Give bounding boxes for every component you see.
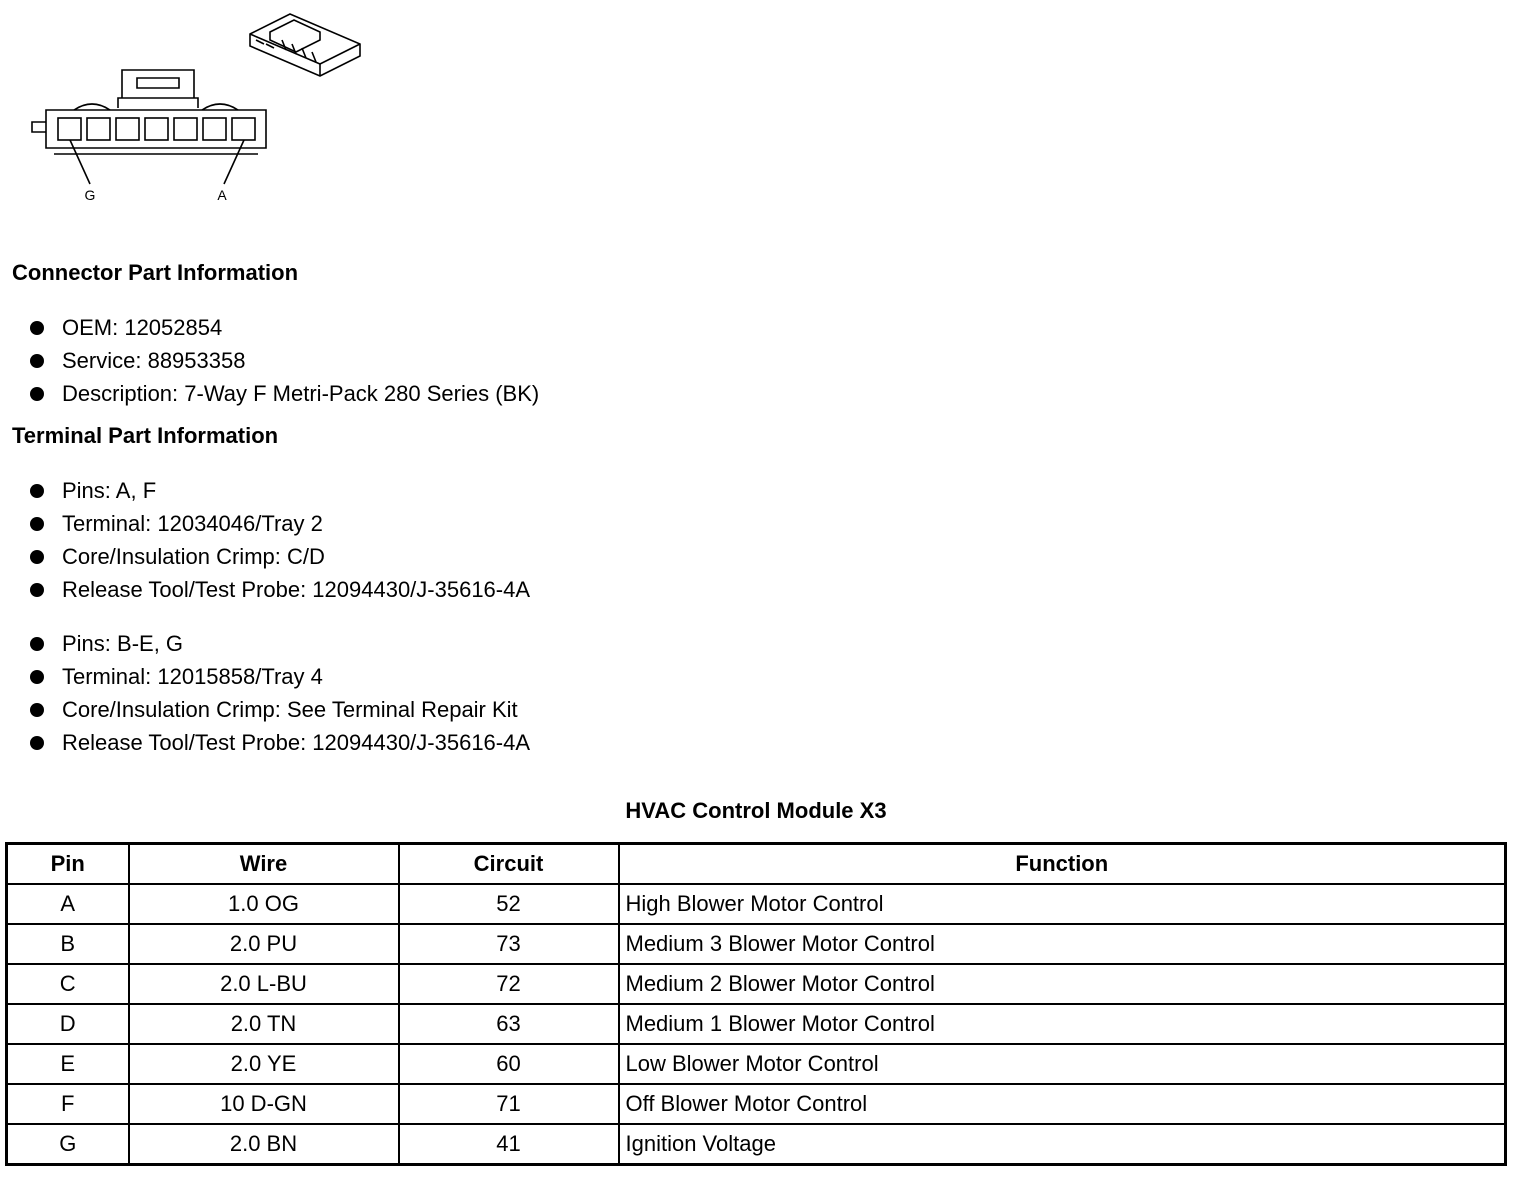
list-item: Service: 88953358 (28, 344, 539, 377)
wire-cell: 2.0 L-BU (129, 964, 399, 1004)
pin-cell: C (7, 964, 129, 1004)
function-cell: Medium 3 Blower Motor Control (619, 924, 1506, 964)
pin-cell: B (7, 924, 129, 964)
circuit-cell: 52 (399, 884, 619, 924)
column-header-function: Function (619, 844, 1506, 885)
column-header-wire: Wire (129, 844, 399, 885)
bullet-icon (30, 517, 44, 531)
table-title: HVAC Control Module X3 (625, 798, 887, 823)
circuit-cell: 72 (399, 964, 619, 1004)
wire-cell: 2.0 YE (129, 1044, 399, 1084)
table-row (7, 884, 1506, 924)
list-item: Terminal: 12034046/Tray 2 (28, 507, 530, 540)
terminal-group-1-list (28, 474, 530, 606)
wire-cell: 10 D-GN (129, 1084, 399, 1124)
circuit-cell: 41 (399, 1124, 619, 1165)
function-cell: Ignition Voltage (619, 1124, 1506, 1165)
list-item: Description: 7-Way F Metri-Pack 280 Series (BK) (28, 377, 539, 410)
circuit-cell: 60 (399, 1044, 619, 1084)
function-cell: Low Blower Motor Control (619, 1044, 1506, 1084)
pin-cell: G (7, 1124, 129, 1165)
terminal-group-2-list (28, 627, 530, 759)
column-header-circuit: Circuit (399, 844, 619, 885)
table-row (7, 1084, 1506, 1124)
function-cell: Off Blower Motor Control (619, 1084, 1506, 1124)
bullet-icon (30, 484, 44, 498)
table-header-row (7, 844, 1506, 885)
wire-cell: 2.0 BN (129, 1124, 399, 1165)
bullet-icon (30, 670, 44, 684)
wire-cell: 2.0 TN (129, 1004, 399, 1044)
pin-cell: A (7, 884, 129, 924)
function-cell: Medium 1 Blower Motor Control (619, 1004, 1506, 1044)
circuit-cell: 73 (399, 924, 619, 964)
function-cell: Medium 2 Blower Motor Control (619, 964, 1506, 1004)
circuit-cell: 71 (399, 1084, 619, 1124)
connector-diagram (24, 10, 374, 210)
bullet-icon (30, 703, 44, 717)
table-row (7, 964, 1506, 1004)
bullet-icon (30, 550, 44, 564)
bullet-icon (30, 637, 44, 651)
column-header-pin: Pin (7, 844, 129, 885)
pin-cell: D (7, 1004, 129, 1044)
pin-cell: F (7, 1084, 129, 1124)
connector-part-info-heading: Connector Part Information (12, 260, 299, 285)
pinout-table (5, 842, 1507, 1166)
list-item: Core/Insulation Crimp: C/D (28, 540, 530, 573)
list-item: Core/Insulation Crimp: See Terminal Repair Kit (28, 693, 530, 726)
bullet-icon (30, 321, 44, 335)
circuit-cell: 63 (399, 1004, 619, 1044)
list-item: Terminal: 12015858/Tray 4 (28, 660, 530, 693)
list-item: Pins: A, F (28, 474, 530, 507)
table-row (7, 1004, 1506, 1044)
list-item: Release Tool/Test Probe: 12094430/J-35616-4A (28, 573, 530, 606)
connector-front-view (32, 70, 266, 184)
table-row (7, 1044, 1506, 1084)
bullet-icon (30, 387, 44, 401)
function-cell: High Blower Motor Control (619, 884, 1506, 924)
table-row (7, 1124, 1506, 1165)
wire-cell: 2.0 PU (129, 924, 399, 964)
table-row (7, 924, 1506, 964)
terminal-part-info-heading: Terminal Part Information (12, 423, 279, 448)
connector-part-info-list (28, 311, 539, 410)
list-item: Pins: B-E, G (28, 627, 530, 660)
wire-cell: 1.0 OG (129, 884, 399, 924)
pin-label-a: A (217, 187, 227, 203)
pin-label-g: G (84, 187, 96, 203)
bullet-icon (30, 354, 44, 368)
connector-3d-view-icon (250, 14, 360, 76)
pin-cell: E (7, 1044, 129, 1084)
list-item: OEM: 12052854 (28, 311, 539, 344)
bullet-icon (30, 736, 44, 750)
bullet-icon (30, 583, 44, 597)
list-item: Release Tool/Test Probe: 12094430/J-35616-4A (28, 726, 530, 759)
